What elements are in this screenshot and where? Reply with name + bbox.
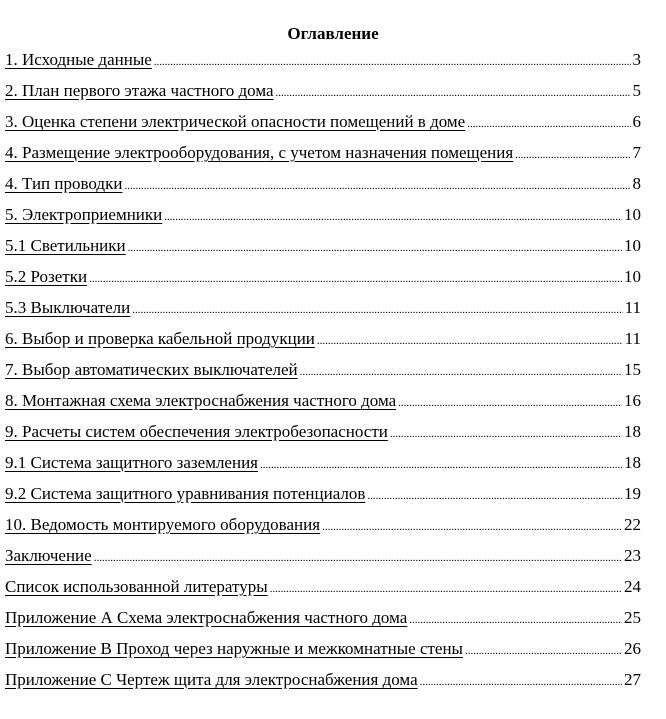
- toc-page-number: 11: [624, 298, 641, 317]
- toc-entry[interactable]: [5, 638, 641, 669]
- toc-entry[interactable]: [5, 111, 641, 142]
- toc-page-number: 6: [632, 112, 641, 131]
- toc-entry-link[interactable]: 4. Размещение электрооборудования, с учетом назначения помещения: [5, 143, 514, 162]
- dot-leader: [154, 51, 631, 73]
- toc-entry[interactable]: [5, 80, 641, 111]
- toc-entry-link[interactable]: 6. Выбор и проверка кабельной продукции: [5, 329, 315, 348]
- dot-leader: [89, 268, 622, 290]
- toc-page-number: 19: [624, 484, 641, 503]
- toc-entry[interactable]: [5, 297, 641, 328]
- toc-page-number: 5: [632, 81, 641, 100]
- toc-entry-link[interactable]: 9.2 Система защитного уравнивания потенциалов: [5, 484, 366, 503]
- toc-page-number: 16: [624, 391, 641, 410]
- dot-leader: [398, 392, 622, 414]
- toc-entry-link[interactable]: 1. Исходные данные: [5, 50, 152, 69]
- dot-leader: [515, 144, 630, 166]
- dot-leader: [390, 423, 622, 445]
- toc-entry-link[interactable]: 9.1 Система защитного заземления: [5, 453, 258, 472]
- toc-entry[interactable]: [5, 545, 641, 576]
- toc-page-number: 25: [624, 608, 641, 627]
- dot-leader: [128, 237, 622, 259]
- toc-entry-link[interactable]: 2. План первого этажа частного дома: [5, 81, 274, 100]
- toc-page-number: 22: [624, 515, 641, 534]
- dot-leader: [164, 206, 622, 228]
- toc-page-number: 8: [632, 174, 641, 193]
- toc-entry-link[interactable]: 8. Монтажная схема электроснабжения частного дома: [5, 391, 397, 410]
- toc-entry-link[interactable]: 5. Электроприемники: [5, 205, 163, 224]
- toc-entry-link[interactable]: 10. Ведомость монтируемого оборудования: [5, 515, 321, 534]
- toc-entry[interactable]: [5, 483, 641, 514]
- dot-leader: [270, 578, 622, 600]
- toc-entry[interactable]: [5, 576, 641, 607]
- dot-leader: [322, 516, 622, 538]
- dot-leader: [260, 454, 622, 476]
- toc-entry-link[interactable]: 3. Оценка степени электрической опасности помещений в доме: [5, 112, 466, 131]
- dot-leader: [317, 330, 623, 352]
- dot-leader: [367, 485, 622, 507]
- toc-entry-link[interactable]: Заключение: [5, 546, 92, 565]
- toc-entry-link[interactable]: 7. Выбор автоматических выключателей: [5, 360, 298, 379]
- toc-entry[interactable]: [5, 328, 641, 359]
- toc-page-number: 18: [624, 453, 641, 472]
- dot-leader: [94, 547, 622, 569]
- table-of-contents: [5, 49, 641, 700]
- toc-entry-link[interactable]: 4. Тип проводки: [5, 174, 123, 193]
- toc-page-number: 24: [624, 577, 641, 596]
- dot-leader: [124, 175, 630, 197]
- toc-entry[interactable]: [5, 607, 641, 638]
- toc-page-number: 11: [624, 329, 641, 348]
- toc-entry[interactable]: [5, 142, 641, 173]
- toc-entry[interactable]: [5, 514, 641, 545]
- toc-page-number: 10: [624, 236, 641, 255]
- dot-leader: [467, 113, 630, 135]
- toc-entry-link[interactable]: 9. Расчеты систем обеспечения электробезопасности: [5, 422, 388, 441]
- dot-leader: [132, 299, 622, 321]
- toc-page-number: 7: [632, 143, 641, 162]
- toc-page-number: 10: [624, 205, 641, 224]
- toc-page-number: 3: [632, 50, 641, 69]
- toc-entry-link[interactable]: Приложение А Схема электроснабжения частного дома: [5, 608, 408, 627]
- dot-leader: [300, 361, 622, 383]
- toc-entry-link[interactable]: 5.2 Розетки: [5, 267, 88, 286]
- toc-entry[interactable]: [5, 173, 641, 204]
- dot-leader: [409, 609, 622, 631]
- toc-entry[interactable]: [5, 421, 641, 452]
- toc-entry-link[interactable]: Приложение В Проход через наружные и межкомнатные стены: [5, 639, 463, 658]
- toc-entry[interactable]: [5, 49, 641, 80]
- toc-entry[interactable]: [5, 359, 641, 390]
- toc-page-number: 23: [624, 546, 641, 565]
- toc-page-number: 27: [624, 670, 641, 689]
- dot-leader: [276, 82, 631, 104]
- toc-entry-link[interactable]: Список использованной литературы: [5, 577, 268, 596]
- toc-entry[interactable]: [5, 390, 641, 421]
- toc-title: Оглавление: [287, 24, 379, 43]
- toc-page-number: 26: [624, 639, 641, 658]
- toc-entry-link[interactable]: Приложение С Чертеж щита для электроснабжения дома: [5, 670, 418, 689]
- dot-leader: [420, 671, 622, 693]
- toc-page-number: 10: [624, 267, 641, 286]
- toc-entry[interactable]: [5, 266, 641, 297]
- toc-entry[interactable]: [5, 204, 641, 235]
- toc-page-number: 15: [624, 360, 641, 379]
- toc-entry[interactable]: [5, 235, 641, 266]
- toc-entry[interactable]: [5, 452, 641, 483]
- toc-entry[interactable]: [5, 669, 641, 700]
- dot-leader: [465, 640, 622, 662]
- toc-page-number: 18: [624, 422, 641, 441]
- toc-entry-link[interactable]: 5.3 Выключатели: [5, 298, 131, 317]
- toc-entry-link[interactable]: 5.1 Светильники: [5, 236, 126, 255]
